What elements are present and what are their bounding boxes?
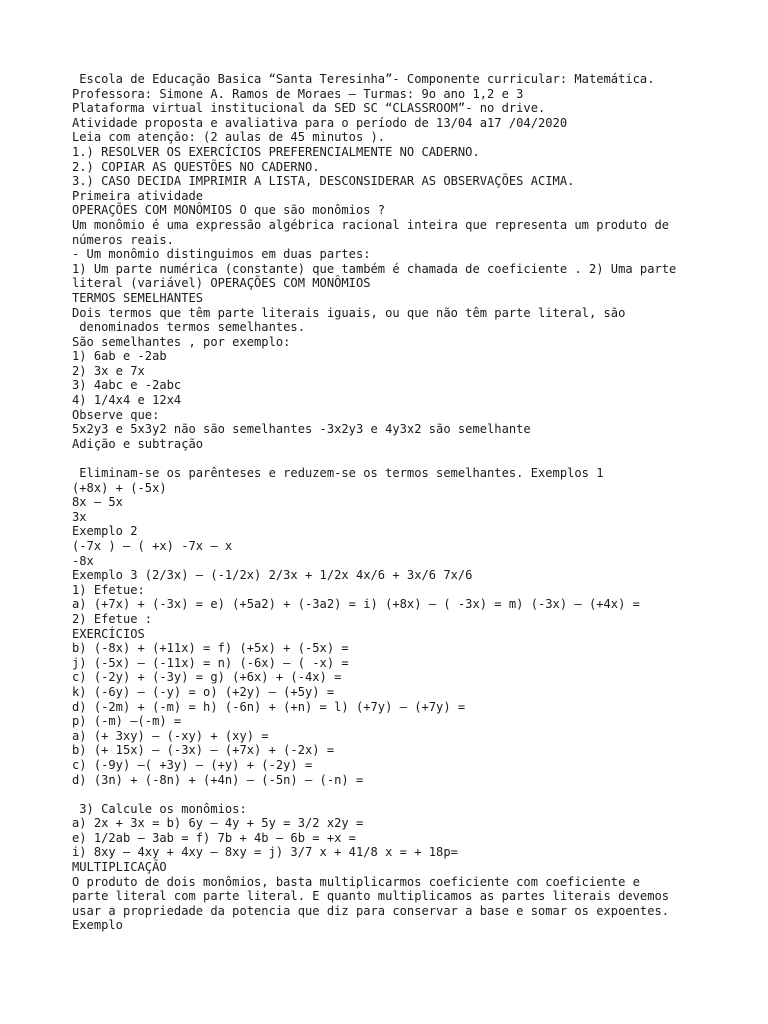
- section-heading-exercises: EXERCÍCIOS: [72, 626, 145, 641]
- instruction-2: 2.) COPIAR AS QUESTÕES NO CADERNO.: [72, 159, 320, 174]
- exercise-line: k) (-6y) – (-y) = o) (+2y) – (+5y) =: [72, 684, 335, 699]
- example-line: (+8x) + (-5x): [72, 480, 167, 495]
- exercise-line: a) (+ 3xy) – (-xy) + (xy) =: [72, 728, 269, 743]
- example-line: Exemplo 3 (2/3x) – (-1/2x) 2/3x + 1/2x 4x/6 + 3x/6 7x/6: [72, 568, 473, 583]
- exercise-heading: 2) Efetue :: [72, 611, 153, 626]
- exercise-line: d) (3n) + (-8n) + (+4n) – (-5n) – (-n) =: [72, 772, 364, 787]
- exercise-line: b) (-8x) + (+11x) = f) (+5x) + (-5x) =: [72, 641, 349, 656]
- instruction-3: 3.) CASO DECIDA IMPRIMIR A LISTA, DESCONSIDERAR AS OBSERVAÇÕES ACIMA.: [72, 174, 575, 189]
- exercise-line: e) 1/2ab – 3ab = f) 7b + 4b – 6b = +x =: [72, 830, 356, 845]
- text-line: Eliminam-se os parênteses e reduzem-se os termos semelhantes. Exemplos 1: [72, 466, 604, 481]
- example-item: 1) 6ab e -2ab: [72, 349, 167, 364]
- section-heading-monomials: OPERAÇÕES COM MONÔMIOS O que são monômios ?: [72, 203, 386, 218]
- text-line: Observe que:: [72, 407, 160, 422]
- text-line: Um monômio é uma expressão algébrica racional inteira que representa um produto de: [72, 217, 670, 232]
- example-line: 8x – 5x: [72, 495, 123, 510]
- example-item: 3) 4abc e -2abc: [72, 378, 182, 393]
- text-line: números reais.: [72, 232, 174, 247]
- exercise-line: i) 8xy – 4xy + 4xy – 8xy = j) 3/7 x + 41/8 x = + 18p=: [72, 845, 458, 860]
- exercise-line: c) (-9y) –( +3y) – (+y) + (-2y) =: [72, 757, 313, 772]
- exercise-line: a) 2x + 3x = b) 6y – 4y + 5y = 3/2 x2y =: [72, 816, 364, 831]
- exercise-heading: 3) Calcule os monômios:: [72, 801, 247, 816]
- text-line: 5x2y3 e 5x3y2 não são semelhantes -3x2y3 e 4y3x2 são semelhante: [72, 422, 531, 437]
- exercise-line: p) (-m) –(-m) =: [72, 714, 182, 729]
- blank-line: [72, 451, 712, 466]
- exercise-line: b) (+ 15x) – (-3x) – (+7x) + (-2x) =: [72, 743, 335, 758]
- text-line: Exemplo: [72, 918, 123, 933]
- exercise-line: d) (-2m) + (-m) = h) (-6n) + (+n) = l) (+7y) – (+7y) =: [72, 699, 466, 714]
- text-line: usar a propriedade da potencia que diz para conservar a base e somar os expoentes.: [72, 903, 670, 918]
- text-line: O produto de dois monômios, basta multiplicarmos coeficiente com coeficiente e: [72, 874, 640, 889]
- example-line: -8x: [72, 553, 94, 568]
- example-line: (-7x ) – ( +x) -7x – x: [72, 539, 233, 553]
- example-item: 2) 3x e 7x: [72, 363, 145, 378]
- header-platform: Plataforma virtual institucional da SED SC “CLASSROOM”- no drive.: [72, 101, 546, 116]
- instructions-title: Leia com atenção: (2 aulas de 45 minutos ).: [72, 130, 386, 145]
- document-page: [72, 72, 712, 933]
- example-item: 4) 1/4x4 e 12x4: [72, 393, 182, 408]
- header-teacher: Professora: Simone A. Ramos de Moraes – Turmas: 9o ano 1,2 e 3: [72, 86, 524, 101]
- text-line: literal (variável) OPERAÇÕES COM MONÔMIOS: [72, 276, 371, 291]
- exercise-line: c) (-2y) + (-3y) = g) (+6x) + (-4x) =: [72, 670, 342, 685]
- text-line: denominados termos semelhantes.: [72, 320, 305, 335]
- exercise-line: j) (-5x) – (-11x) = n) (-6x) – ( -x) =: [72, 655, 349, 670]
- exercise-line: a) (+7x) + (-3x) = e) (+5a2) + (-3a2) = i) (+8x) – ( -3x) = m) (-3x) – (+4x) =: [72, 597, 640, 612]
- text-line: Dois termos que têm parte literais iguais, ou que não têm parte literal, são: [72, 305, 626, 320]
- section-heading-similar-terms: TERMOS SEMELHANTES: [72, 290, 204, 305]
- text-line: - Um monômio distinguimos em duas partes:: [72, 247, 371, 262]
- text-line: 1) Um parte numérica (constante) que também é chamada de coeficiente . 2) Uma parte: [72, 261, 677, 276]
- text-line: São semelhantes , por exemplo:: [72, 334, 291, 349]
- example-line: 3x: [72, 509, 87, 524]
- activity-title: Primeira atividade: [72, 188, 204, 203]
- section-heading-addition: Adição e subtração: [72, 436, 204, 451]
- blank-line: [72, 787, 712, 802]
- exercise-heading: 1) Efetue:: [72, 582, 145, 597]
- instruction-1: 1.) RESOLVER OS EXERCÍCIOS PREFERENCIALMENTE NO CADERNO.: [72, 144, 480, 159]
- section-heading-multiplication: MULTIPLICAÇÃO: [72, 860, 167, 875]
- example-line: Exemplo 2: [72, 524, 138, 539]
- text-line: parte literal com parte literal. E quanto multiplicamos as partes literais devemos: [72, 889, 670, 904]
- header-period: Atividade proposta e avaliativa para o período de 13/04 a17 /04/2020: [72, 115, 568, 130]
- header-school: Escola de Educação Basica “Santa Teresinha”- Componente curricular: Matemática.: [72, 72, 655, 86]
